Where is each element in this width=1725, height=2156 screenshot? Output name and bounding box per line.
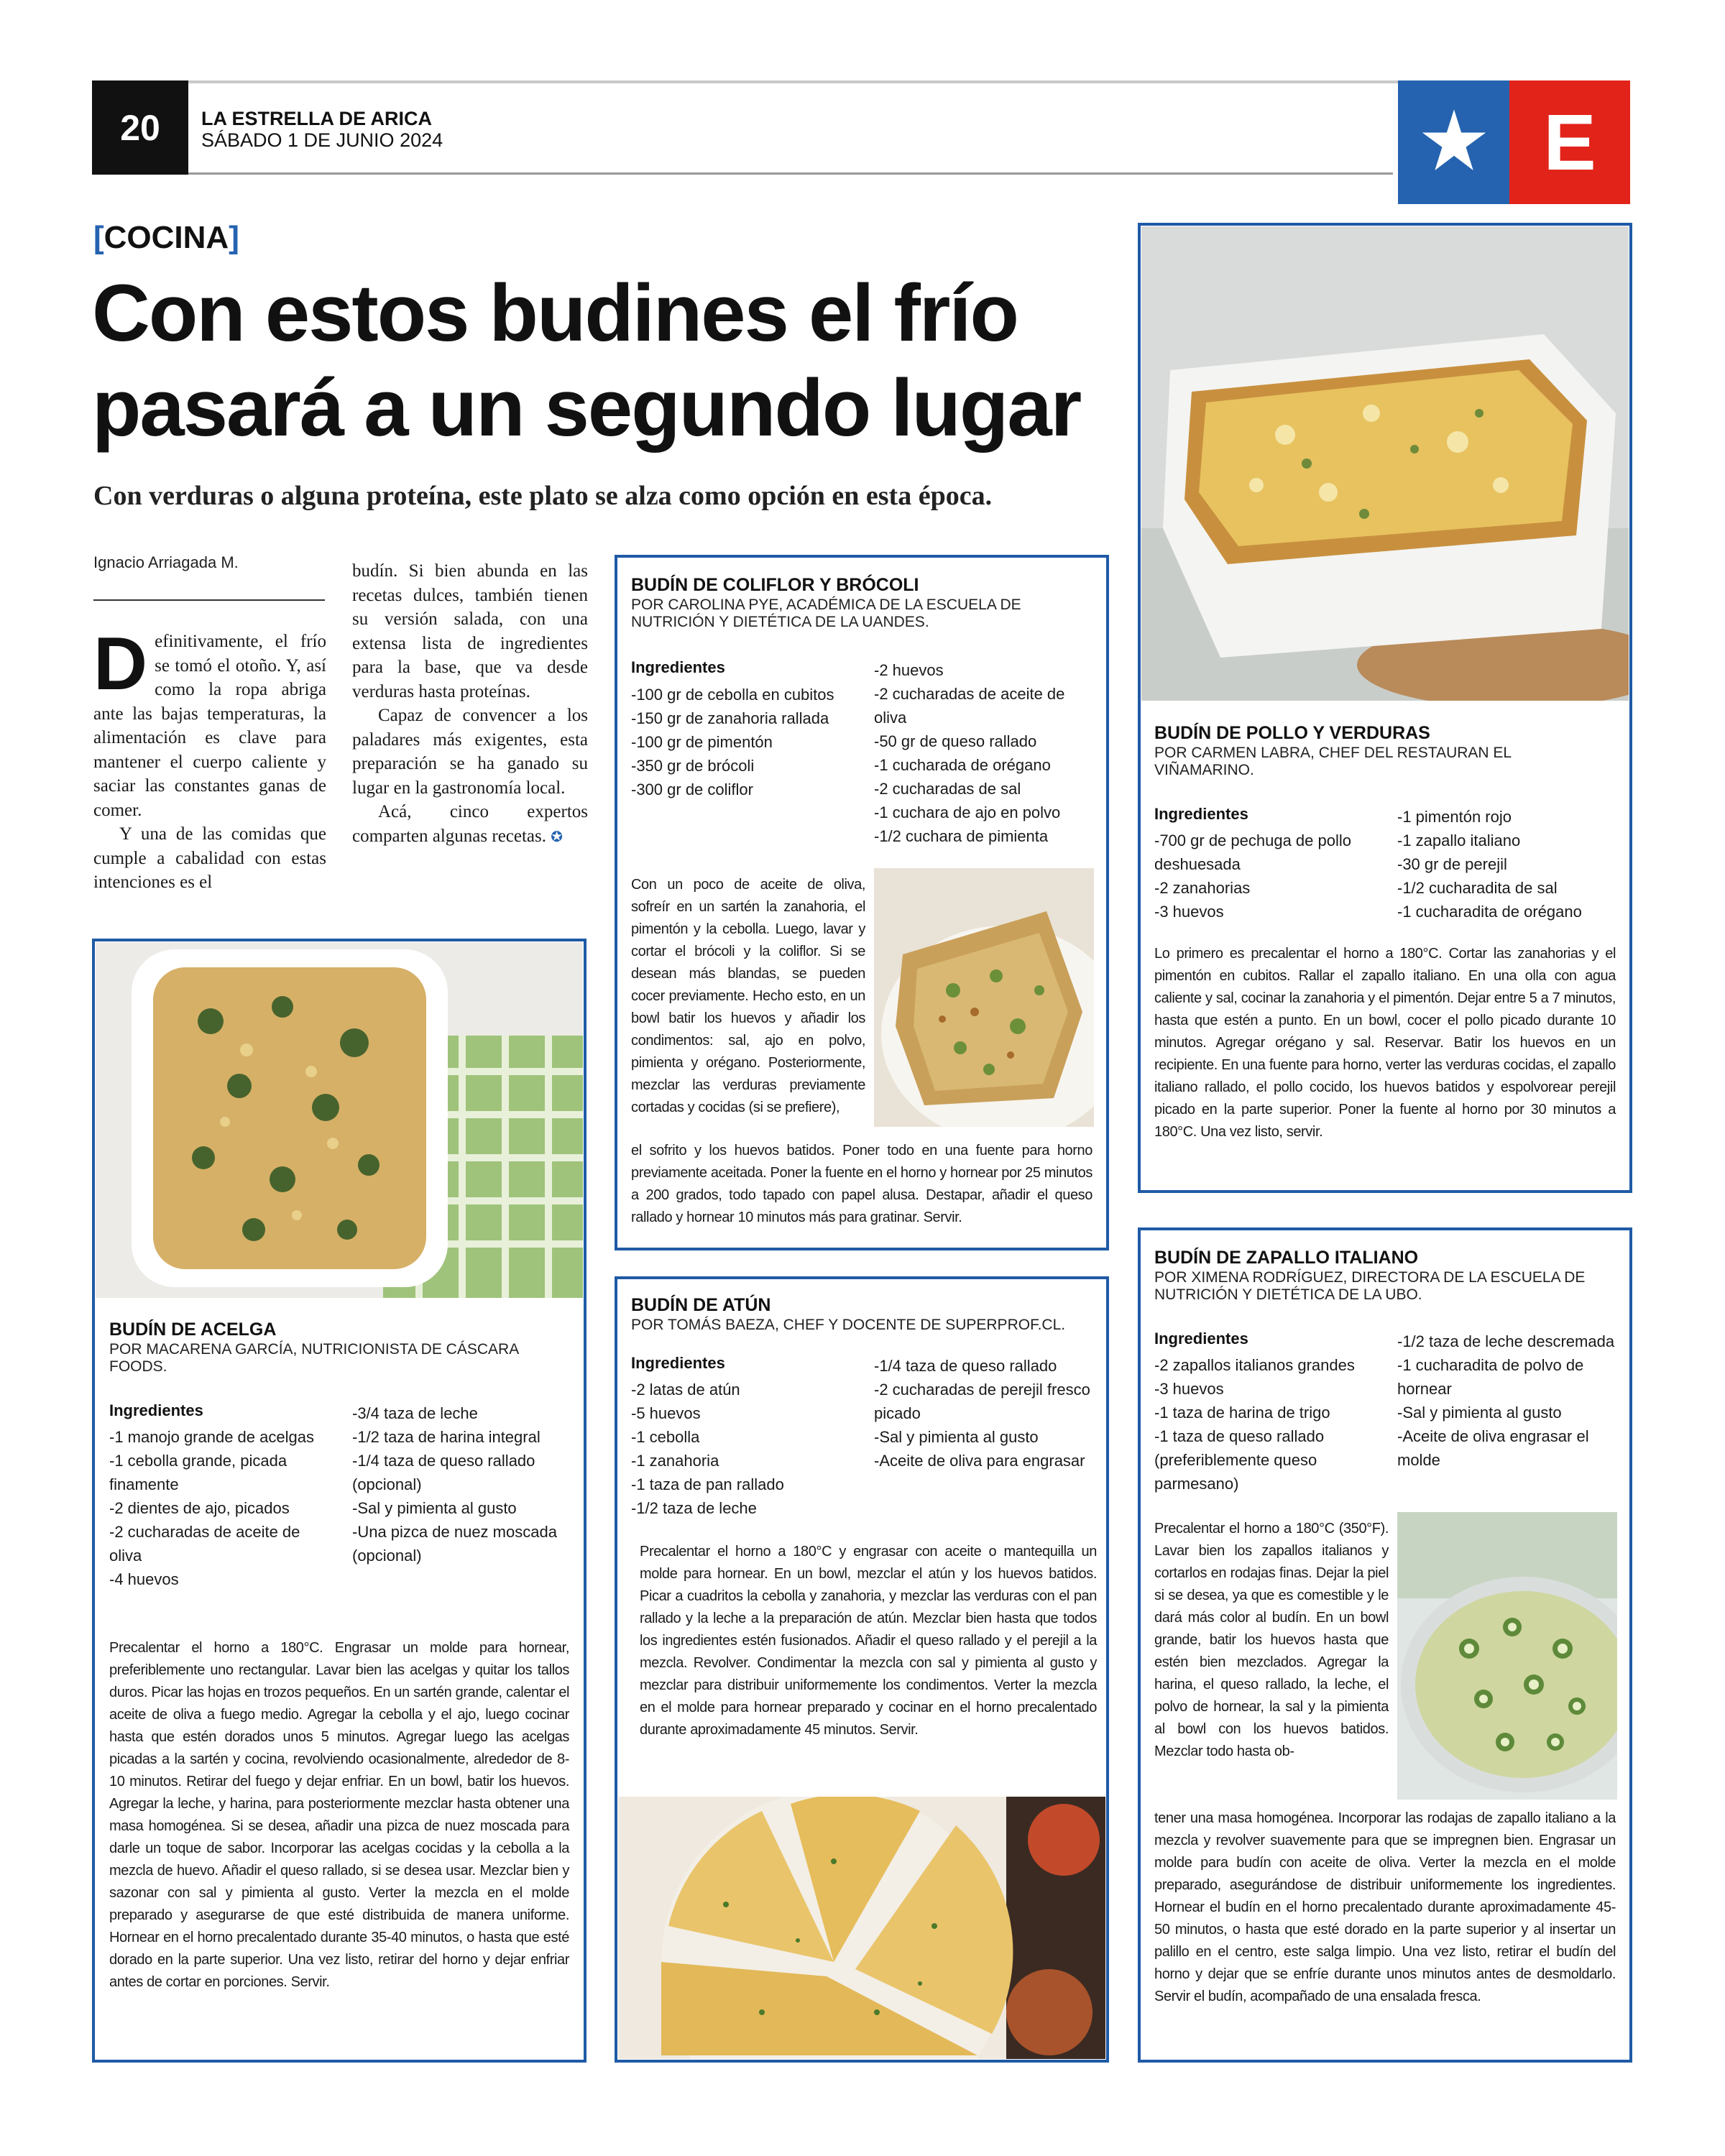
recipe-author: POR MACARENA GARCÍA, NUTRICIONISTA DE CÁSCARA FOODS. (109, 1341, 519, 1375)
ingredient-item: -1 cucharadita de polvo de hornear (1397, 1356, 1584, 1398)
recipe-preparation: Precalentar el horno a 180°C y engrasar con aceite o mantequilla un molde para hornear. En un bowl, mezclar el atún y los huevos batidos. Picar a cuadritos la cebolla y zanahoria, y mezclar las verduras con el pan rallado y la leche a la preparación de atún. Mezclar bien hasta que todos los ingredientes estén fusionados. Añadir el queso rallado y el perejil a la mezcla. Revolver. Condimentar la mezcla con sal y pimienta al gusto y mezclar para distribuir uniformemente los condimentos. Verter la mezcla en el molde para hornear preparado y cocinar en el horno precalentado durante aproximadamente 45 minutos. Servir. (640, 1544, 1097, 1738)
byline: Ignacio Arriagada M. (93, 553, 239, 571)
intro-paragraph (352, 800, 588, 849)
ingredients-right (352, 1401, 575, 1567)
ingredient-item: -1 taza de harina de trigo (1154, 1404, 1330, 1422)
ingredients-left (109, 1425, 325, 1591)
ingredient-item: -3 huevos (1154, 1380, 1224, 1398)
intro-paragraph: Y una de las comidas que cumple a cabalidad con estas intenciones es el (93, 824, 326, 892)
ingredient-item: -2 cucharadas de aceite de oliva (109, 1523, 300, 1565)
intro-text: Acá, cinco expertos comparten algunas recetas. (352, 802, 588, 846)
ingredient-item: -4 huevos (109, 1570, 179, 1588)
ingredient-item: -1 cebolla grande, picada finamente (109, 1452, 288, 1493)
page-number: 20 (92, 80, 188, 175)
ingredient-item: -30 gr de perejil (1397, 855, 1507, 873)
recipe-title: BUDÍN DE POLLO Y VERDURAS (1154, 723, 1430, 743)
ingredient-item: -2 cucharadas de sal (874, 780, 1021, 798)
deck: Con verduras o alguna proteína, este plato se alza como opción en esta época. (93, 481, 993, 511)
ingredient-item: -Una pizca de nuez moscada (opcional) (352, 1523, 557, 1565)
recipe-author: POR CARMEN LABRA, CHEF DEL RESTAURAN EL VIÑAMARINO. (1154, 745, 1512, 778)
ingredients-heading: Ingredientes (1154, 1330, 1248, 1348)
photo-budin-coliflor (874, 868, 1094, 1127)
ingredient-item: -700 gr de pechuga de pollo deshuesada (1154, 831, 1351, 873)
recipe-title: BUDÍN DE ATÚN (631, 1295, 771, 1315)
ingredient-item: -1/2 cucharadita de sal (1397, 879, 1558, 897)
ingredient-item: -1 cucharadita de orégano (1397, 903, 1582, 921)
ingredient-item: -1 zanahoria (631, 1452, 719, 1470)
intro-paragraph (93, 622, 326, 822)
ingredients-heading: Ingredientes (631, 658, 725, 676)
recipe-preparation: Precalentar el horno a 180°C. Engrasar un molde para hornear, preferiblemente uno rectangular. Lavar bien las acelgas y quitar los tallos duros. Picar las hojas en trozos pequeños. En un sartén grande, calentar el aceite de oliva a fuego medio. Agregar la cebolla y el ajo, luego cocinar hasta que estén dorados unos 5 minutos. Agregar luego las acelgas picadas a la sartén y cocina, revolviendo ocasionalmente, alrededor de 8-10 minutos. Retirar del fuego y dejar enfriar. En un bowl, batir los huevos. Agregar la leche, y harina, para posteriormente mezclar hasta obtener una masa homogénea. Si se desea, añadir una pizca de nuez moscada para darle un toque de sabor. Incorporar las acelgas cocidas y la cebolla a la mezcla de huevo. Añadir el queso rallado, si se desea usar. Mezclar bien y sazonar con sal y pimienta al gusto. Verter la mezcla en el molde preparado y asegurarse de que esté distribuida de manera uniforme. Hornear en el horno precalentado durante 35-40 minutos, o hasta que esté dorado en la parte superior. Una vez listo, retirar del horno y dejar enfriar antes de cortar en porciones. Servir. (109, 1640, 569, 1990)
section-label: COCINA (104, 220, 229, 255)
ingredient-item: -1/2 cuchara de pimienta (874, 827, 1049, 845)
publication-date: SÁBADO 1 DE JUNIO 2024 (201, 129, 443, 151)
ingredients-right (1397, 805, 1620, 923)
logo-letter: E (1509, 80, 1630, 204)
ingredient-item: -5 huevos (631, 1404, 701, 1422)
ingredient-item: -3 huevos (1154, 903, 1224, 921)
recipe-title: BUDÍN DE ACELGA (109, 1319, 277, 1340)
ingredient-item: -1 taza de queso rallado (preferiblemente queso parmesano) (1154, 1427, 1325, 1493)
ingredient-item: -100 gr de cebolla en cubitos (631, 686, 834, 704)
ingredients-right (874, 1354, 1097, 1473)
publication-name: LA ESTRELLA DE ARICA (201, 108, 432, 129)
recipe-author: POR XIMENA RODRÍGUEZ, DIRECTORA DE LA ESCUELA DE NUTRICIÓN Y DIETÉTICA DE LA UBO. (1154, 1269, 1586, 1303)
intro-column-2 (352, 559, 588, 849)
ingredient-item: -1 cebolla (631, 1428, 700, 1446)
recipe-preparation: Precalentar el horno a 180°C (350°F). Lavar bien los zapallos italianos y cortarlos en rodajas finas. Dejar la piel si se desea, ya que es comestible y le dará más color al budín. En un bowl grande, batir los huevos hasta que estén bien mezclados. Agregar la harina, el queso rallado, la leche, el polvo de hornear, la sal y la pimienta al bowl con los huevos batidos. Mezclar todo hasta ob- (1154, 1521, 1389, 1759)
headline-line-2: pasará a un segundo lugar (92, 363, 1081, 453)
ingredient-item: -2 dientes de ajo, picados (109, 1499, 290, 1517)
ingredients-left (1154, 829, 1370, 923)
ingredient-item: -1 cuchara de ajo en polvo (874, 803, 1061, 821)
ingredient-item: -1 pimentón rojo (1397, 808, 1512, 826)
ingredients-right (874, 658, 1097, 848)
photo-budin-zapallo (1397, 1512, 1617, 1800)
ingredient-item: -300 gr de coliflor (631, 780, 753, 798)
recipe-preparation-cont: tener una masa homogénea. Incorporar las rodajas de zapallo italiano a la mezcla y revolver suavemente para que se impregnen bien. Engrasar un molde para budín con aceite de oliva. Verter la mezcla en el molde preparado, asegurándose de distribuir uniformemente los ingredientes. Hornear el budín en el horno precalentado durante aproximadamente 45-50 minutos, o hasta que esté dorado en la parte superior y al insertar un palillo en el centro, este salga limpio. Una vez listo, retirar el budín del horno y dejar que se enfríe durante unos minutos antes de desmoldarlo. Servir el budín, acompañado de una ensalada fresca. (1154, 1810, 1616, 2004)
dropcap: D (93, 622, 148, 706)
ingredients-heading: Ingredientes (109, 1401, 203, 1419)
photo-budin-pollo (1141, 226, 1629, 701)
recipe-preparation-cont: el sofrito y los huevos batidos. Poner todo en una fuente para horno previamente aceitada. Poner la fuente en el horno y hornear por 25 minutos a 200 grados, todo tapado con papel alusa. Destapar, añadir el queso rallado y hornear 10 minutos más para gratinar. Servir. (631, 1143, 1092, 1225)
headline (92, 266, 1170, 456)
header-bottom-rule (92, 172, 1393, 175)
intro-paragraph: Capaz de convencer a los paladares más exigentes, esta preparación se ha ganado su lugar en la gastronomía local. (352, 706, 588, 798)
recipe-preparation: Con un poco de aceite de oliva, sofreír en un sartén la zanahoria, el pimentón y la cebolla. Luego, lavar y cortar el brócoli y la coliflor. Si se desean más blandas, se pueden cocer previamente. Hecho esto, en un bowl batir los huevos y añadir los condimentos: sal, ajo en polvo, pimienta y orégano. Posteriormente, mezclar las verduras previamente cortadas y cocidas (si se prefiere), (631, 877, 865, 1115)
recipe-preparation: Lo primero es precalentar el horno a 180°C. Cortar las zanahorias y el pimentón en cubitos. Rallar el zapallo italiano. En una olla con agua caliente y sal, cocinar la zanahoria y el pimentón. Dejar entre 5 a 7 minutos, hasta que estén a punto. En un bowl, cocer el pollo picado durante 10 minutos. Agregar orégano y sal. Reservar. Batir los huevos en un recipiente. En una fuente para horno, verter las verduras cocidas, el zapallo italiano rallado, el pollo cocido, los huevos batidos y espolvorear perejil picado en la parte superior. Poner la fuente al horno por 30 minutos a 180°C. Una vez listo, servir. (1154, 946, 1616, 1140)
ingredient-item: -350 gr de brócoli (631, 757, 755, 775)
ingredient-item: -150 gr de zanahoria rallada (631, 709, 829, 727)
ingredient-item: -1 manojo grande de acelgas (109, 1428, 314, 1446)
recipe-title: BUDÍN DE COLIFLOR Y BRÓCOLI (631, 575, 919, 595)
ingredient-item: -3/4 taza de leche (352, 1404, 478, 1422)
ingredient-item: -100 gr de pimentón (631, 733, 773, 751)
recipe-author: POR CAROLINA PYE, ACADÉMICA DE LA ESCUELA DE NUTRICIÓN Y DIETÉTICA DE LA UANDES. (631, 596, 1021, 630)
intro-column-1 (93, 622, 326, 895)
end-mark-icon: ✪ (551, 829, 564, 845)
ingredient-item: -1/2 taza de leche (631, 1499, 757, 1517)
ingredient-item: -Aceite de oliva engrasar el molde (1397, 1427, 1589, 1469)
ingredient-item: -1/2 taza de harina integral (352, 1428, 540, 1446)
star-icon (1421, 109, 1487, 172)
ingredients-left (631, 1378, 847, 1520)
ingredients-right (1397, 1330, 1620, 1472)
ingredients-left (1154, 1353, 1370, 1496)
ingredients-heading: Ingredientes (631, 1354, 725, 1372)
ingredient-item: -1 cucharada de orégano (874, 756, 1051, 774)
publication-info (201, 108, 443, 151)
ingredient-item: -1 taza de pan rallado (631, 1475, 784, 1493)
headline-line-1: Con estos budines el frío (92, 268, 1018, 358)
recipe-title: BUDÍN DE ZAPALLO ITALIANO (1154, 1248, 1419, 1268)
ingredient-item: -2 zanahorias (1154, 879, 1251, 897)
ingredient-item: -Aceite de oliva para engrasar (874, 1452, 1085, 1470)
intro-text: efinitivamente, el frío se tomó el otoño. Y, así como la ropa abriga ante las bajas temperaturas, la alimentación es clave para mantener el cuerpo caliente y saciar las constantes ganas de comer. (93, 632, 326, 820)
ingredient-item: -1/4 taza de queso rallado (874, 1357, 1057, 1375)
ingredient-item: -2 latas de atún (631, 1381, 740, 1399)
recipe-author: POR TOMÁS BAEZA, CHEF Y DOCENTE DE SUPERPROF.CL. (631, 1317, 1066, 1333)
ingredient-item: -2 zapallos italianos grandes (1154, 1356, 1355, 1374)
intro-paragraph: budín. Si bien abunda en las recetas dulces, también tienen su versión salada, con una extensa lista de ingredientes para la base, que va desde verduras hasta proteínas. (352, 561, 588, 701)
ingredient-item: -Sal y pimienta al gusto (352, 1499, 517, 1517)
ingredient-item: -1/2 taza de leche descremada (1397, 1332, 1615, 1350)
ingredient-item: -2 huevos (874, 661, 944, 679)
section-tag: [COCINA] (93, 220, 239, 255)
ingredient-item: -1 zapallo italiano (1397, 831, 1521, 849)
ingredients-left (631, 683, 847, 801)
ingredient-item: -Sal y pimienta al gusto (1397, 1404, 1562, 1422)
ingredient-item: -2 cucharadas de aceite de oliva (874, 685, 1065, 727)
ingredient-item: -50 gr de queso rallado (874, 732, 1037, 750)
logo-flag-blue (1398, 80, 1509, 204)
ingredient-item: -2 cucharadas de perejil fresco picado (874, 1381, 1090, 1422)
byline-rule (93, 599, 325, 601)
photo-budin-acelga (96, 942, 583, 1298)
ingredients-heading: Ingredientes (1154, 805, 1248, 823)
ingredient-item: -Sal y pimienta al gusto (874, 1428, 1039, 1446)
photo-budin-atun (618, 1797, 1105, 2059)
ingredient-item: -1/4 taza de queso rallado (opcional) (352, 1452, 535, 1493)
